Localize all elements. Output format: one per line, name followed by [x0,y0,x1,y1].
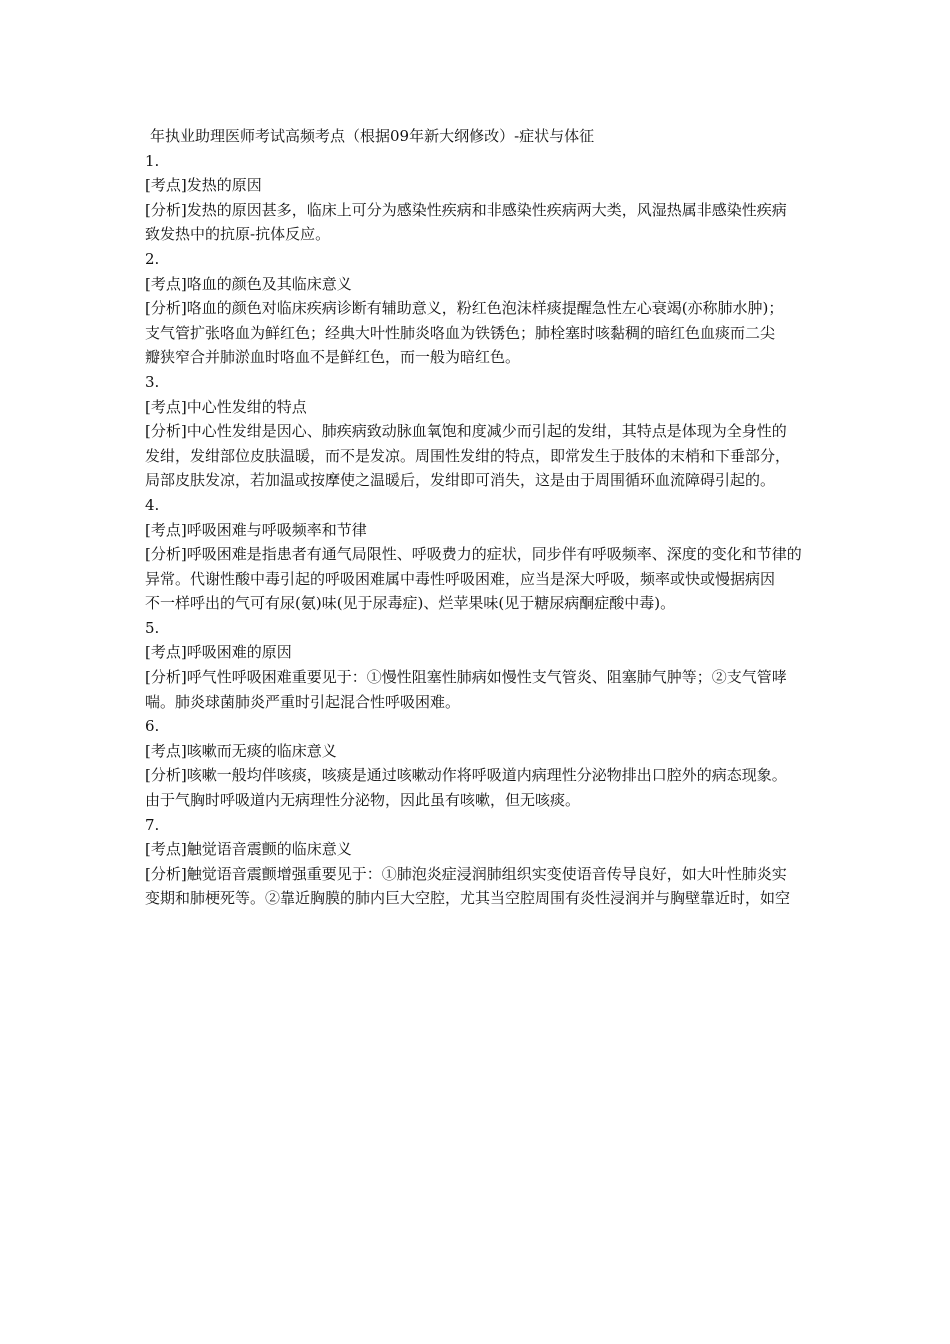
text-line: 局部皮肤发凉，若加温或按摩使之温暖后，发绀即可消失，这是由于周围循环血流障碍引起的。 [145,471,776,490]
text-line: 瓣狭窄合并肺淤血时咯血不是鲜红色，而一般为暗红色。 [145,348,521,367]
text-line: [考点]咳嗽而无痰的临床意义 [145,741,337,760]
text-line: 致发热中的抗原-抗体反应。 [145,225,331,244]
document-title: 年执业助理医师考试高频考点（根据09年新大纲修改）-症状与体征 [150,127,595,145]
text-line: [考点]发热的原因 [145,176,262,195]
text-line: [分析]呼气性呼吸困难重要见于：①慢性阻塞性肺病如慢性支气管炎、阻塞肺气肿等；②支气管哮 [145,668,787,687]
document-content [145,149,811,911]
text-line: 2. [145,249,160,268]
text-line: [分析]发热的原因甚多，临床上可分为感染性疾病和非感染性疾病两大类，风湿热属非感染性疾病 [145,200,787,219]
text-line: 不一样呼出的气可有尿(氨)味(见于尿毒症)、烂苹果味(见于糖尿病酮症酸中毒)。 [145,594,676,613]
text-line: [考点]呼吸困难的原因 [145,643,292,662]
text-line: [分析]触觉语音震颤增强重要见于：①肺泡炎症浸润肺组织实变使语音传导良好，如大叶性肺炎实 [145,864,787,883]
text-line: 3. [145,372,160,391]
text-line: 支气管扩张咯血为鲜红色；经典大叶性肺炎咯血为铁锈色；肺栓塞时咳黏稠的暗红色血痰而二尖 [145,323,776,342]
text-line: 喘。肺炎球菌肺炎严重时引起混合性呼吸困难。 [145,692,461,711]
text-line: 异常。代谢性酸中毒引起的呼吸困难属中毒性呼吸困难，应当是深大呼吸，频率或快或慢据病因 [145,569,776,588]
text-line: 6. [145,717,160,736]
text-line: [考点]中心性发绀的特点 [145,397,307,416]
text-line: [分析]咯血的颜色对临床疾病诊断有辅助意义，粉红色泡沫样痰提醒急性左心衰竭(亦称肺水肿)； [145,299,784,318]
text-line: [考点]咯血的颜色及其临床意义 [145,274,352,293]
text-line: [分析]咳嗽一般均伴咳痰，咳痰是通过咳嗽动作将呼吸道内病理性分泌物排出口腔外的病态现象。 [145,766,787,785]
text-line: [考点]呼吸困难与呼吸频率和节律 [145,520,367,539]
text-line: [考点]触觉语音震颤的临床意义 [145,840,352,859]
text-line: 1. [145,151,160,170]
text-line: 由于气胸时呼吸道内无病理性分泌物，因此虽有咳嗽，但无咳痰。 [145,791,581,810]
document-body [145,124,811,911]
text-line: 5. [145,618,160,637]
text-line: 变期和肺梗死等。②靠近胸膜的肺内巨大空腔，尤其当空腔周围有炎性浸润并与胸壁靠近时，如空 [145,889,791,908]
text-line: 发绀，发绀部位皮肤温暖，而不是发凉。周围性发绀的特点，即常发生于肢体的末梢和下垂部分， [145,446,791,465]
text-line: 4. [145,495,160,514]
text-line: [分析]呼吸困难是指患者有通气局限性、呼吸费力的症状，同步伴有呼吸频率、深度的变化和节律的 [145,545,802,564]
text-line: 7. [145,815,160,834]
text-line: [分析]中心性发绀是因心、肺疾病致动脉血氧饱和度减少而引起的发绀，其特点是体现为全身性的 [145,422,787,441]
